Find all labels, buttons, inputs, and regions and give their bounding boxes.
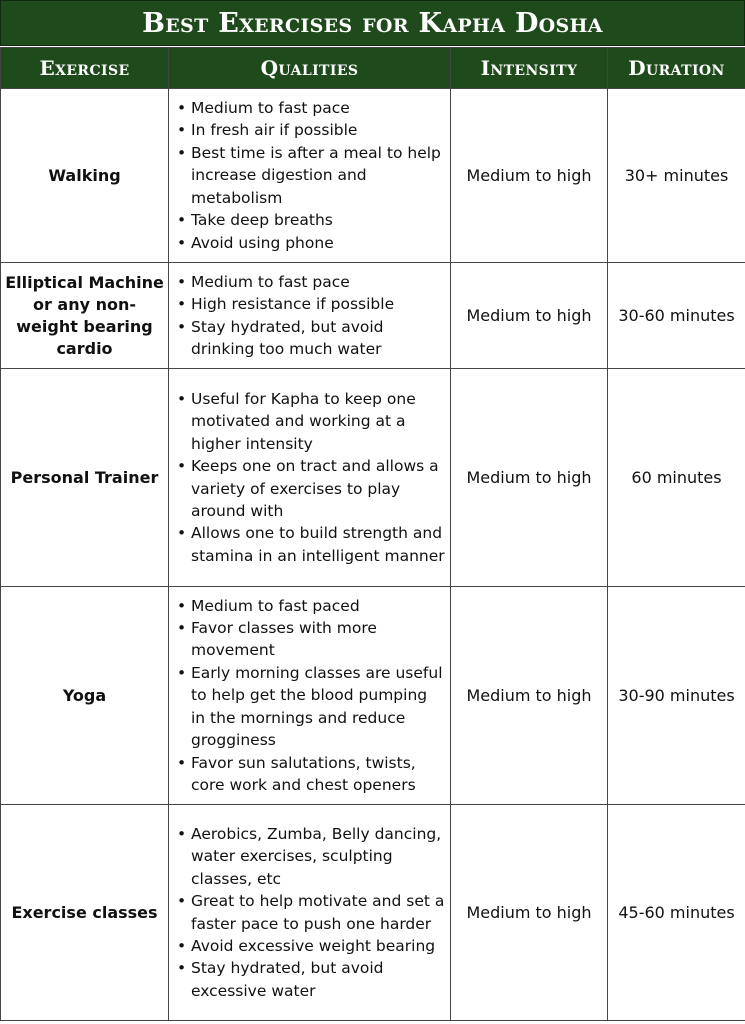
page-title: Best Exercises for Kapha Dosha [0,0,745,46]
bullet-icon: • [177,524,187,543]
bullet-icon: • [177,596,187,615]
duration-value: 60 minutes [608,369,745,587]
bullet-icon: • [177,233,187,252]
qualities-list [169,271,446,361]
table-row [1,263,745,369]
intensity-value: Medium to high [451,369,608,587]
quality-item [169,823,446,890]
column-header-qualities: Qualities [169,48,451,89]
quality-item [169,142,446,209]
bullet-icon: • [177,824,187,843]
quality-item [169,617,446,662]
quality-text: Keeps one on tract and allows a variety of exercises to play around with [191,457,439,520]
quality-text: Medium to fast pace [191,272,350,291]
quality-item [169,97,446,119]
bullet-icon: • [177,211,187,230]
quality-item [169,232,446,254]
quality-text: Medium to fast paced [191,596,360,615]
quality-item [169,522,446,567]
quality-text: Allows one to build strength and stamina in an intelligent manner [191,524,445,565]
bullet-icon: • [177,936,187,955]
quality-text: Early morning classes are useful to help get the blood pumping in the mornings and reduce grogginess [191,663,443,750]
quality-item [169,293,446,315]
quality-text: Favor classes with more movement [191,619,377,660]
quality-item [169,662,446,752]
column-header-intensity: Intensity [451,48,608,89]
column-header-duration: Duration [608,48,745,89]
quality-item [169,595,446,617]
intensity-value: Medium to high [451,805,608,1021]
bullet-icon: • [177,272,187,291]
table-row [1,369,745,587]
qualities-cell [169,587,451,805]
qualities-list [169,97,446,254]
qualities-list [169,595,446,797]
bullet-icon: • [177,663,187,682]
bullet-icon: • [177,457,187,476]
quality-item [169,957,446,1002]
quality-text: In fresh air if possible [191,121,358,140]
bullet-icon: • [177,619,187,638]
quality-item [169,935,446,957]
duration-value: 30-90 minutes [608,587,745,805]
quality-text: Best time is after a meal to help increase digestion and metabolism [191,143,441,207]
qualities-cell [169,263,451,369]
bullet-icon: • [177,959,187,978]
bullet-icon: • [177,99,187,118]
duration-value: 30+ minutes [608,89,745,263]
quality-text: Stay hydrated, but avoid excessive water [191,959,384,1000]
quality-text: Take deep breaths [191,211,333,230]
quality-item [169,209,446,231]
intensity-value: Medium to high [451,587,608,805]
quality-text: High resistance if possible [191,295,395,314]
bullet-icon: • [177,317,187,336]
qualities-cell [169,89,451,263]
quality-text: Favor sun salutations, twists, core work and chest openers [191,753,416,794]
exercise-name: Exercise classes [1,805,169,1021]
exercise-name: Personal Trainer [1,369,169,587]
intensity-value: Medium to high [451,263,608,369]
quality-text: Stay hydrated, but avoid drinking too much water [191,317,384,358]
quality-text: Avoid excessive weight bearing [191,936,436,955]
duration-value: 45-60 minutes [608,805,745,1021]
quality-item [169,388,446,455]
exercise-name: Walking [1,89,169,263]
exercise-table [0,47,745,1021]
quality-item [169,890,446,935]
table-row [1,89,745,263]
bullet-icon: • [177,121,187,140]
bullet-icon: • [177,295,187,314]
quality-text: Useful for Kapha to keep one motivated and working at a higher intensity [191,389,416,453]
exercise-name: Yoga [1,587,169,805]
bullet-icon: • [177,389,187,408]
bullet-icon: • [177,753,187,772]
qualities-list [169,388,446,567]
quality-item [169,271,446,293]
qualities-list [169,823,446,1002]
exercise-name: Elliptical Machine or any non-weight bearing cardio [1,263,169,369]
intensity-value: Medium to high [451,89,608,263]
quality-item [169,316,446,361]
quality-text: Great to help motivate and set a faster pace to push one harder [191,892,445,933]
quality-text: Aerobics, Zumba, Belly dancing, water exercises, sculpting classes, etc [191,824,442,888]
bullet-icon: • [177,892,187,911]
qualities-cell [169,805,451,1021]
table-header-row [1,48,745,89]
qualities-cell [169,369,451,587]
quality-item [169,119,446,141]
column-header-exercise: Exercise [1,48,169,89]
bullet-icon: • [177,143,187,162]
quality-item [169,455,446,522]
table-row [1,587,745,805]
duration-value: 30-60 minutes [608,263,745,369]
quality-text: Avoid using phone [191,233,334,252]
quality-item [169,752,446,797]
quality-text: Medium to fast pace [191,99,350,118]
table-row [1,805,745,1021]
